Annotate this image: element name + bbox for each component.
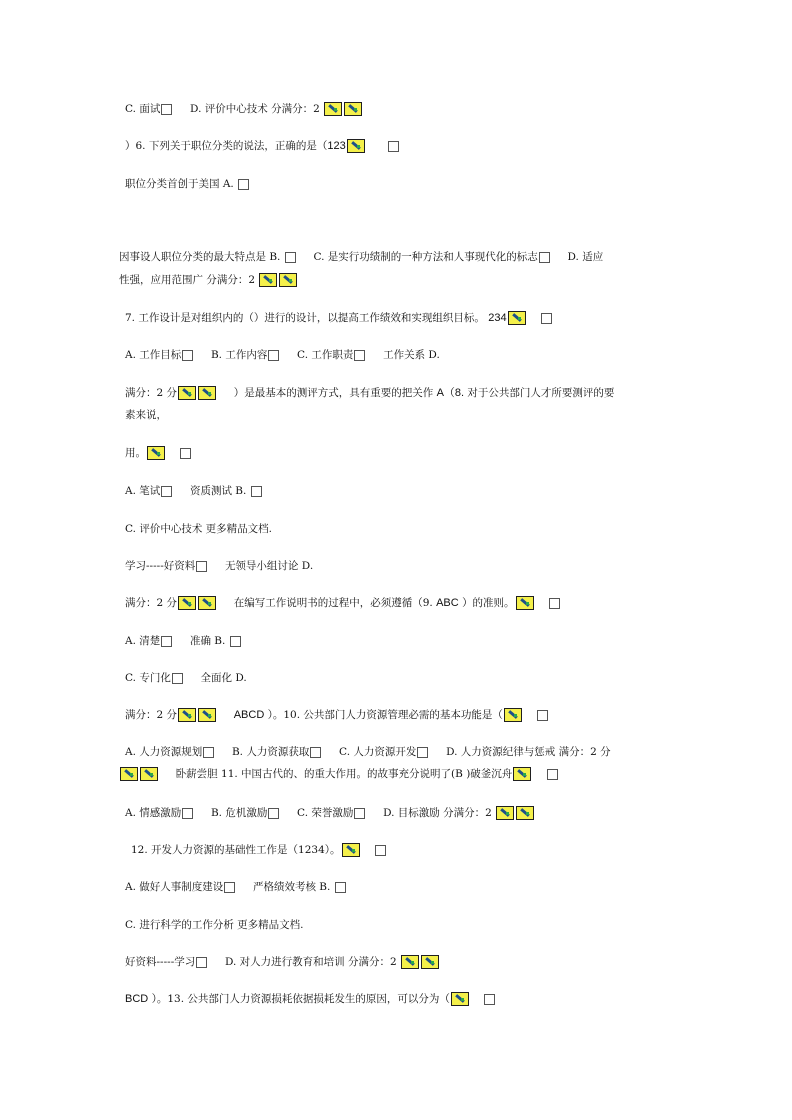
line-7 xyxy=(125,348,440,362)
nav-arrow-icon[interactable] xyxy=(324,102,342,116)
text: C. 进行科学的工作分析 更多精品文档. xyxy=(125,919,304,931)
line-4 xyxy=(119,250,603,264)
text: 满分：2 分 xyxy=(125,597,178,609)
checkbox-icon[interactable] xyxy=(484,994,495,1005)
line-3 xyxy=(125,177,250,191)
text: ABC xyxy=(436,597,459,609)
text: 满分：2 分 xyxy=(125,387,178,399)
nav-arrow-icon[interactable] xyxy=(516,806,534,820)
line-21 xyxy=(131,843,387,857)
line-23 xyxy=(125,918,304,932)
nav-arrow-icon[interactable] xyxy=(178,708,196,722)
nav-arrow-icon[interactable] xyxy=(279,273,297,287)
text: 准确 B. xyxy=(189,635,226,647)
text: A. 笔试 xyxy=(125,485,161,497)
line-19 xyxy=(119,767,559,781)
checkbox-icon[interactable] xyxy=(230,636,241,647)
nav-arrow-icon[interactable] xyxy=(504,708,522,722)
text: C. 是实行功绩制的一种方法和人事现代化的标志 xyxy=(313,251,538,263)
checkbox-icon[interactable] xyxy=(549,598,560,609)
nav-arrow-icon[interactable] xyxy=(178,386,196,400)
nav-arrow-icon[interactable] xyxy=(516,596,534,610)
line-17 xyxy=(125,708,549,722)
line-16 xyxy=(125,671,247,685)
text: ）6. 下列关于职位分类的说法，正确的是（ xyxy=(125,140,328,152)
text: 严格绩效考核 B. xyxy=(252,881,331,893)
nav-arrow-icon[interactable] xyxy=(421,955,439,969)
line-14 xyxy=(125,596,561,610)
checkbox-icon[interactable] xyxy=(285,252,296,263)
nav-arrow-icon[interactable] xyxy=(198,708,216,722)
checkbox-icon[interactable] xyxy=(203,747,214,758)
text: D. 目标激励 分满分：2 xyxy=(383,807,492,819)
nav-arrow-icon[interactable] xyxy=(178,596,196,610)
text: 用。 xyxy=(125,447,146,459)
text: 7. 工作设计是对组织内的（）进行的设计，以提高工作绩效和实现组织目标。 xyxy=(125,312,485,324)
checkbox-icon[interactable] xyxy=(182,808,193,819)
text: 素来说， xyxy=(125,409,167,421)
line-6 xyxy=(125,311,553,325)
checkbox-icon[interactable] xyxy=(224,882,235,893)
text: ）。10. 公共部门人力资源管理必需的基本功能是（ xyxy=(267,709,503,721)
text: C. 人力资源开发 xyxy=(339,746,417,758)
text: 卧薪尝胆 11. 中国古代的、的重大作用。的故事充分说明了(B )破釜沉舟 xyxy=(175,768,513,780)
text: 对于公共部门人才所要测评的要 xyxy=(467,387,615,399)
text: C. 评价中心技术 更多精品文档. xyxy=(125,523,273,535)
nav-arrow-icon[interactable] xyxy=(508,311,526,325)
checkbox-icon[interactable] xyxy=(268,808,279,819)
text: A. 人力资源规划 xyxy=(125,746,203,758)
checkbox-icon[interactable] xyxy=(238,179,249,190)
text: A（8. xyxy=(436,387,465,399)
checkbox-icon[interactable] xyxy=(354,808,365,819)
checkbox-icon[interactable] xyxy=(310,747,321,758)
line-5 xyxy=(119,273,298,287)
line-9 xyxy=(125,408,167,422)
text: A. 工作目标 xyxy=(125,349,182,361)
text: C. 荣誉激励 xyxy=(297,807,354,819)
text: C. 工作职责 xyxy=(297,349,354,361)
line-25 xyxy=(125,992,496,1006)
nav-arrow-icon[interactable] xyxy=(347,139,365,153)
text: 工作关系 D. xyxy=(383,349,440,361)
text: 性强，应用范围广 分满分：2 xyxy=(119,274,256,286)
checkbox-icon[interactable] xyxy=(268,350,279,361)
text: 无领导小组讨论 D. xyxy=(224,560,314,572)
text: A. 情感激励 xyxy=(125,807,182,819)
checkbox-icon[interactable] xyxy=(172,673,183,684)
checkbox-icon[interactable] xyxy=(335,882,346,893)
text: 好资料-----学习 xyxy=(125,956,196,968)
text: B. 危机激励 xyxy=(210,807,268,819)
nav-arrow-icon[interactable] xyxy=(198,596,216,610)
nav-arrow-icon[interactable] xyxy=(147,446,165,460)
checkbox-icon[interactable] xyxy=(388,141,399,152)
line-20 xyxy=(125,806,535,820)
checkbox-icon[interactable] xyxy=(161,636,172,647)
text: 12. 开发人力资源的基础性工作是（1234）。 xyxy=(131,844,341,856)
text: ）的准则。 xyxy=(462,597,515,609)
line-2 xyxy=(125,139,400,153)
text: 234 xyxy=(488,312,507,324)
checkbox-icon[interactable] xyxy=(539,252,550,263)
text: D. 人力资源纪律与惩戒 满分：2 分 xyxy=(446,746,611,758)
text: 满分：2 分 xyxy=(125,709,178,721)
checkbox-icon[interactable] xyxy=(196,957,207,968)
nav-arrow-icon[interactable] xyxy=(344,102,362,116)
nav-arrow-icon[interactable] xyxy=(342,843,360,857)
nav-arrow-icon[interactable] xyxy=(513,767,531,781)
nav-arrow-icon[interactable] xyxy=(259,273,277,287)
line-12 xyxy=(125,522,272,536)
text: BCD xyxy=(125,993,149,1005)
nav-arrow-icon[interactable] xyxy=(401,955,419,969)
checkbox-icon[interactable] xyxy=(161,104,172,115)
checkbox-icon[interactable] xyxy=(354,350,365,361)
text: C. 专门化 xyxy=(125,672,171,684)
line-10 xyxy=(125,446,192,460)
text: ）是最基本的测评方式，具有重要的把关作 xyxy=(233,387,434,399)
text: ABCD xyxy=(233,709,265,721)
text: A. 清楚 xyxy=(125,635,161,647)
line-18 xyxy=(125,745,611,759)
nav-arrow-icon[interactable] xyxy=(198,386,216,400)
checkbox-icon[interactable] xyxy=(196,561,207,572)
checkbox-icon[interactable] xyxy=(180,448,191,459)
checkbox-icon[interactable] xyxy=(251,486,262,497)
nav-arrow-icon[interactable] xyxy=(120,767,138,781)
checkbox-icon[interactable] xyxy=(182,350,193,361)
text: D. 评价中心技术 分满分：2 xyxy=(190,103,320,115)
text: 123 xyxy=(327,140,346,152)
checkbox-icon[interactable] xyxy=(547,769,558,780)
checkbox-icon[interactable] xyxy=(417,747,428,758)
text: 资质测试 B. xyxy=(189,485,247,497)
line-24 xyxy=(125,955,440,969)
text: 因事设人职位分类的最大特点是 B. xyxy=(119,251,281,263)
line-8 xyxy=(125,386,614,400)
line-15 xyxy=(125,634,242,648)
line-22 xyxy=(125,880,347,894)
text: 全面化 D. xyxy=(200,672,247,684)
checkbox-icon[interactable] xyxy=(161,486,172,497)
text: B. 工作内容 xyxy=(210,349,268,361)
text: B. 人力资源获取 xyxy=(231,746,310,758)
text: D. 对人力进行教育和培训 分满分：2 xyxy=(224,956,397,968)
line-1 xyxy=(125,102,363,116)
checkbox-icon[interactable] xyxy=(537,710,548,721)
text: 在编写工作说明书的过程中，必须遵循（9. xyxy=(233,597,433,609)
text: A. 做好人事制度建设 xyxy=(125,881,224,893)
nav-arrow-icon[interactable] xyxy=(451,992,469,1006)
text: ）。13. 公共部门人力资源损耗依据损耗发生的原因，可以分为（ xyxy=(151,993,450,1005)
nav-arrow-icon[interactable] xyxy=(140,767,158,781)
text: 职位分类首创于美国 A. xyxy=(125,178,234,190)
line-11 xyxy=(125,484,263,498)
nav-arrow-icon[interactable] xyxy=(496,806,514,820)
text: D. 适应 xyxy=(567,251,604,263)
checkbox-icon[interactable] xyxy=(375,845,386,856)
line-13 xyxy=(125,559,313,573)
text: C. 面试 xyxy=(125,103,161,115)
checkbox-icon[interactable] xyxy=(541,313,552,324)
text: 学习-----好资料 xyxy=(125,560,196,572)
